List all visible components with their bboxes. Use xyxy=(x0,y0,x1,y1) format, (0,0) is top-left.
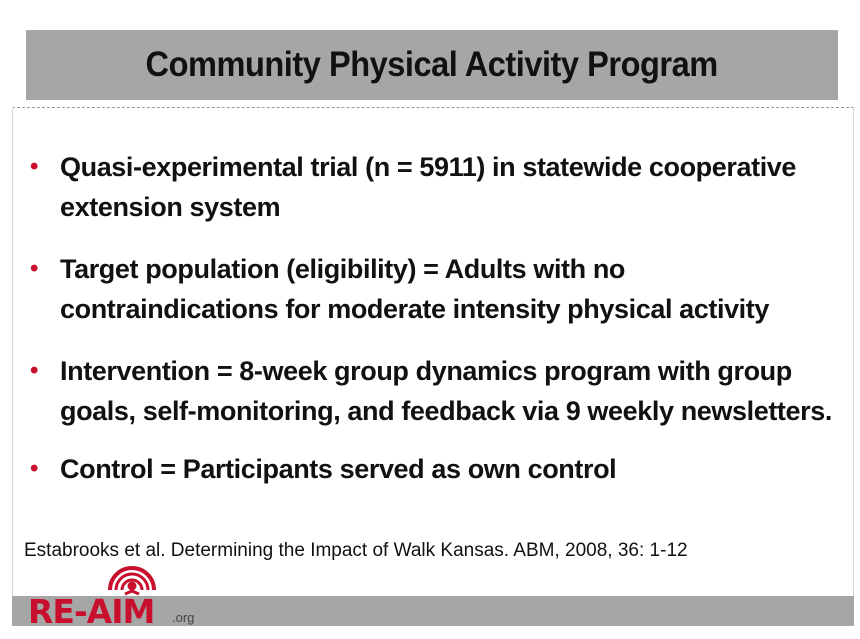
bullet-dot-icon: • xyxy=(30,153,39,180)
bullet-list xyxy=(30,147,845,511)
right-border xyxy=(853,107,854,597)
reaim-logo xyxy=(22,560,212,632)
bullet-item xyxy=(30,449,845,489)
logo-text: RE-AIM xyxy=(28,592,155,631)
bullet-dot-icon: • xyxy=(30,357,39,384)
bullet-text: Intervention = 8-week group dynamics program with group goals, self-monitoring, and feedback via 9 weekly newsletters. xyxy=(60,356,832,426)
slide-title: Community Physical Activity Program xyxy=(145,45,719,84)
citation: Estabrooks et al. Determining the Impact of Walk Kansas. ABM, 2008, 36: 1-12 xyxy=(24,540,688,561)
left-border xyxy=(12,107,13,597)
bullet-dot-icon: • xyxy=(30,455,39,482)
bullet-item xyxy=(30,249,845,329)
logo-suffix: .org xyxy=(172,610,195,625)
bullet-item xyxy=(30,351,845,431)
title-bar xyxy=(26,30,838,100)
bullet-text: Control = Participants served as own control xyxy=(60,454,617,484)
bullet-dot-icon: • xyxy=(30,255,39,282)
bullet-item xyxy=(30,147,845,227)
bullet-text: Target population (eligibility) = Adults with no contraindications for moderate intensity physical activity xyxy=(60,254,769,324)
bullet-text: Quasi-experimental trial (n = 5911) in statewide cooperative extension system xyxy=(60,152,797,222)
title-divider xyxy=(12,107,854,108)
